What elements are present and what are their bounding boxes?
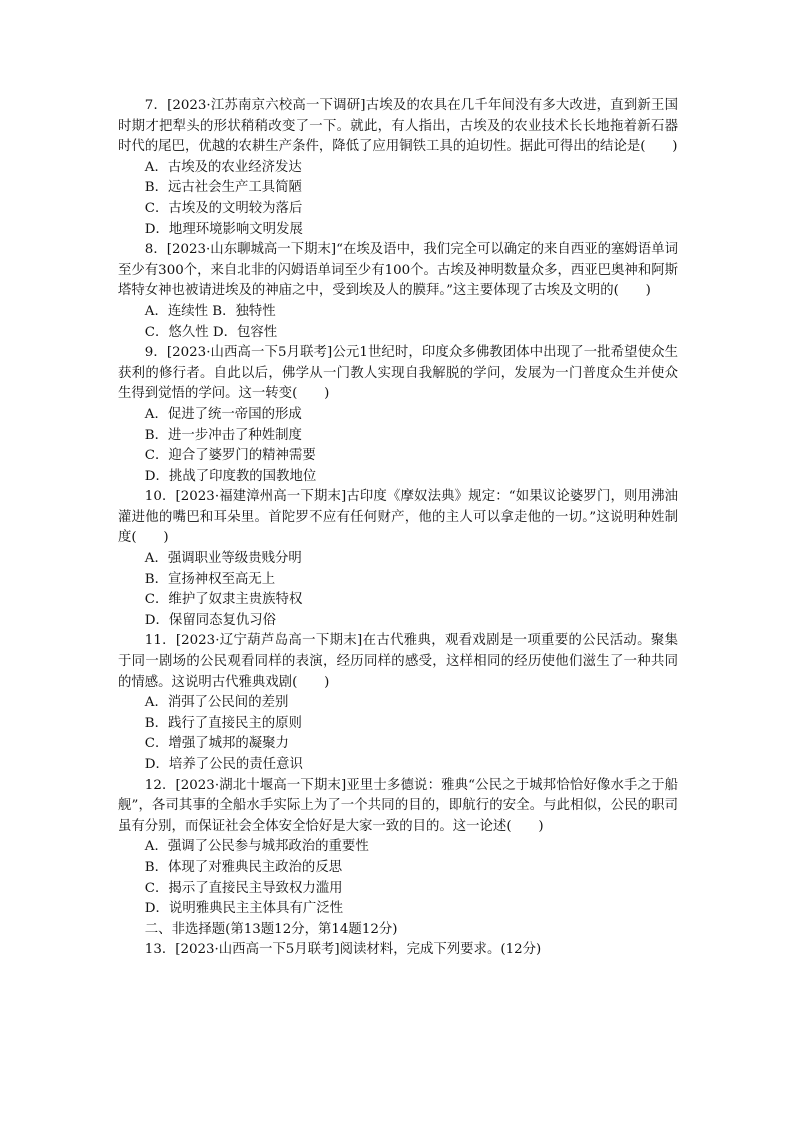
question-8 <box>118 240 678 343</box>
option-b: B．宣扬神权至高无上 <box>144 571 276 587</box>
option-a: A．消弭了公民间的差别 <box>144 695 289 711</box>
option-a: A．促进了统一帝国的形成 <box>144 406 302 422</box>
option-a: A．强调了公民参与城邦政治的重要性 <box>144 839 369 855</box>
option-ab: A．连续性 B．独特性 <box>144 303 276 319</box>
option-c: C．迎合了婆罗门的精神需要 <box>144 448 316 464</box>
option-b: B．体现了对雅典民主政治的反思 <box>144 859 343 875</box>
option-b: B．进一步冲击了种姓制度 <box>144 427 302 443</box>
option-d: D．挑战了印度教的国教地位 <box>144 468 317 484</box>
question-12 <box>118 776 678 920</box>
option-c: C．维护了奴隶主贵族特权 <box>144 592 303 608</box>
question-9 <box>118 343 678 487</box>
option-a: A．强调职业等级贵贱分明 <box>144 551 302 567</box>
section-heading: 二、非选择题(第13题12分，第14题12分) <box>144 921 398 937</box>
option-a: A．古埃及的农业经济发达 <box>144 159 302 175</box>
document-page <box>118 96 678 961</box>
question-stem: 10．[2023·福建漳州高一下期末]古印度《摩奴法典》规定：“如果议论婆罗门，则用沸油灌进他的嘴巴和耳朵里。首陀罗不应有任何财产，他的主人可以拿走他的一切。”这说明种姓制度( ) <box>118 489 678 546</box>
option-b: B．践行了直接民主的原则 <box>144 715 302 731</box>
option-d: D．培养了公民的责任意识 <box>144 757 303 772</box>
question-13: 13．[2023·山西高一下5月联考]阅读材料，完成下列要求。(12分) <box>144 942 542 958</box>
question-stem: 11．[2023·辽宁葫芦岛高一下期末]在古代雅典，观看戏剧是一项重要的公民活动。聚集于同一剧场的公民观看同样的表演，经历同样的感受，这样相同的经历使他们滋生了一种共同的情感。这说明古代雅典戏剧( ) <box>118 633 678 690</box>
question-10 <box>118 487 678 631</box>
question-stem: 7．[2023·江苏南京六校高一下调研]古埃及的农具在几千年间没有多大改进，直到新王国时期才把犁头的形状稍稍改变了一下。就此，有人指出，古埃及的农业技术长长地拖着新石器时代的尾巴，优越的农耕生产条件，降低了应用铜铁工具的迫切性。据此可得出的结论是( ) <box>118 98 678 155</box>
option-c: C．揭示了直接民主导致权力滥用 <box>144 880 343 896</box>
question-stem: 12．[2023·湖北十堰高一下期末]亚里士多德说：雅典“公民之于城邦恰恰好像水手之于船舰”，各司其事的全船水手实际上为了一个共同的目的，即航行的安全。与此相似，公民的职司虽有分别，而保证社会全体安全恰好是大家一致的目的。这一论述( ) <box>118 777 678 834</box>
question-11 <box>118 631 678 775</box>
question-7 <box>118 96 678 240</box>
option-d: D．保留同态复仇习俗 <box>144 612 277 628</box>
question-stem: 9．[2023·山西高一下5月联考]公元1世纪时，印度众多佛教团体中出现了一批希望使众生获利的修行者。自此以后，佛学从一门教人实现自我解脱的学问，发展为一门普度众生并使众生得到觉悟的学问。这一转变( ) <box>118 345 678 402</box>
option-c: C．古埃及的文明较为落后 <box>144 200 303 216</box>
option-cd: C．悠久性 D．包容性 <box>144 324 278 340</box>
question-stem: 8．[2023·山东聊城高一下期末]“在埃及语中，我们完全可以确定的来自西亚的塞姆语单词至少有300个，来自北非的闪姆语单词至少有100个。古埃及神明数量众多，西亚巴奥神和阿斯塔特女神也被请进埃及的神庙之中，受到埃及人的膜拜。”这主要体现了古埃及文明的( ) <box>118 242 678 299</box>
option-b: B．远古社会生产工具简陋 <box>144 180 302 196</box>
option-d: D．地理环境影响文明发展 <box>144 221 303 237</box>
option-c: C．增强了城邦的凝聚力 <box>144 736 289 752</box>
option-d: D．说明雅典民主主体具有广泛性 <box>144 901 344 917</box>
